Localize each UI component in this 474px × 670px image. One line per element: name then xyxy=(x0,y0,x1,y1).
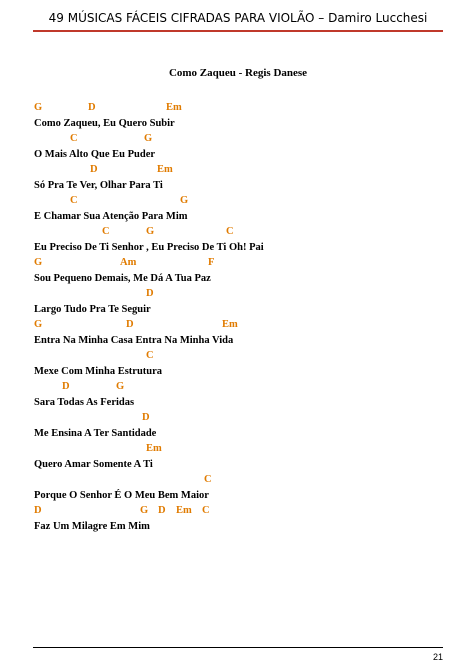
chord: G xyxy=(34,102,43,113)
lyric-line: Porque O Senhor É O Meu Bem Maior xyxy=(34,489,209,501)
chord-line xyxy=(34,503,444,519)
lyric-line: Sou Pequeno Demais, Me Dá A Tua Paz xyxy=(34,272,211,284)
chord-line xyxy=(34,441,444,457)
chord: C xyxy=(202,505,210,516)
chord-line xyxy=(34,255,444,271)
lyric-line: Me Ensina A Ter Santidade xyxy=(34,427,157,439)
chord: Em xyxy=(176,505,192,516)
lyric-line: Só Pra Te Ver, Olhar Para Ti xyxy=(34,179,163,191)
lyric-line: Eu Preciso De Ti Senhor , Eu Preciso De Ti Oh! Pai xyxy=(34,241,264,253)
song-title: Como Zaqueu - Regis Danese xyxy=(168,67,308,79)
chord: Am xyxy=(120,257,137,268)
lyric-line: Quero Amar Somente A Ti xyxy=(34,458,153,470)
chord: G xyxy=(34,257,43,268)
chord: F xyxy=(208,257,215,268)
chord: D xyxy=(62,381,70,392)
chord-line xyxy=(34,193,444,209)
chord-line xyxy=(34,410,444,426)
chord: C xyxy=(70,133,78,144)
chord: D xyxy=(142,412,150,423)
chord: Em xyxy=(157,164,173,175)
chord-line xyxy=(34,100,444,116)
lyric-line: Como Zaqueu, Eu Quero Subir xyxy=(34,117,175,129)
chord: Em xyxy=(222,319,238,330)
chord: G xyxy=(34,319,43,330)
chord-line xyxy=(34,224,444,240)
chord: D xyxy=(88,102,96,113)
chord-line xyxy=(34,379,444,395)
page-number: 21 xyxy=(432,652,443,662)
chord: D xyxy=(34,505,42,516)
lyric-line: Sara Todas As Feridas xyxy=(34,396,135,408)
chord: G xyxy=(140,505,149,516)
chord: C xyxy=(102,226,110,237)
chord-line xyxy=(34,131,444,147)
lyric-line: E Chamar Sua Atenção Para Mim xyxy=(34,210,188,222)
lyric-line: Entra Na Minha Casa Entra Na Minha Vida xyxy=(34,334,234,346)
lyric-line: Largo Tudo Pra Te Seguir xyxy=(34,303,151,315)
chord-line xyxy=(34,286,444,302)
chord: D xyxy=(90,164,98,175)
chord: C xyxy=(226,226,234,237)
chord: D xyxy=(158,505,166,516)
chord: G xyxy=(144,133,153,144)
chord: G xyxy=(146,226,155,237)
page-header: 49 MÚSICAS FÁCEIS CIFRADAS PARA VIOLÃO – Damiro Lucchesi xyxy=(48,11,428,25)
chord: G xyxy=(116,381,125,392)
chord: D xyxy=(126,319,134,330)
footer-divider xyxy=(33,647,443,648)
header-divider xyxy=(33,30,443,32)
chord: G xyxy=(180,195,189,206)
chord-line xyxy=(34,162,444,178)
chord: C xyxy=(204,474,212,485)
song-body xyxy=(34,100,444,534)
chord: C xyxy=(70,195,78,206)
chord-line xyxy=(34,317,444,333)
lyric-line: Faz Um Milagre Em Mim xyxy=(34,520,150,532)
lyric-line: O Mais Alto Que Eu Puder xyxy=(34,148,156,160)
chord-line xyxy=(34,472,444,488)
chord-line xyxy=(34,348,444,364)
chord: Em xyxy=(146,443,162,454)
chord: D xyxy=(146,288,154,299)
chord: C xyxy=(146,350,154,361)
lyric-line: Mexe Com Minha Estrutura xyxy=(34,365,163,377)
chord: Em xyxy=(166,102,182,113)
